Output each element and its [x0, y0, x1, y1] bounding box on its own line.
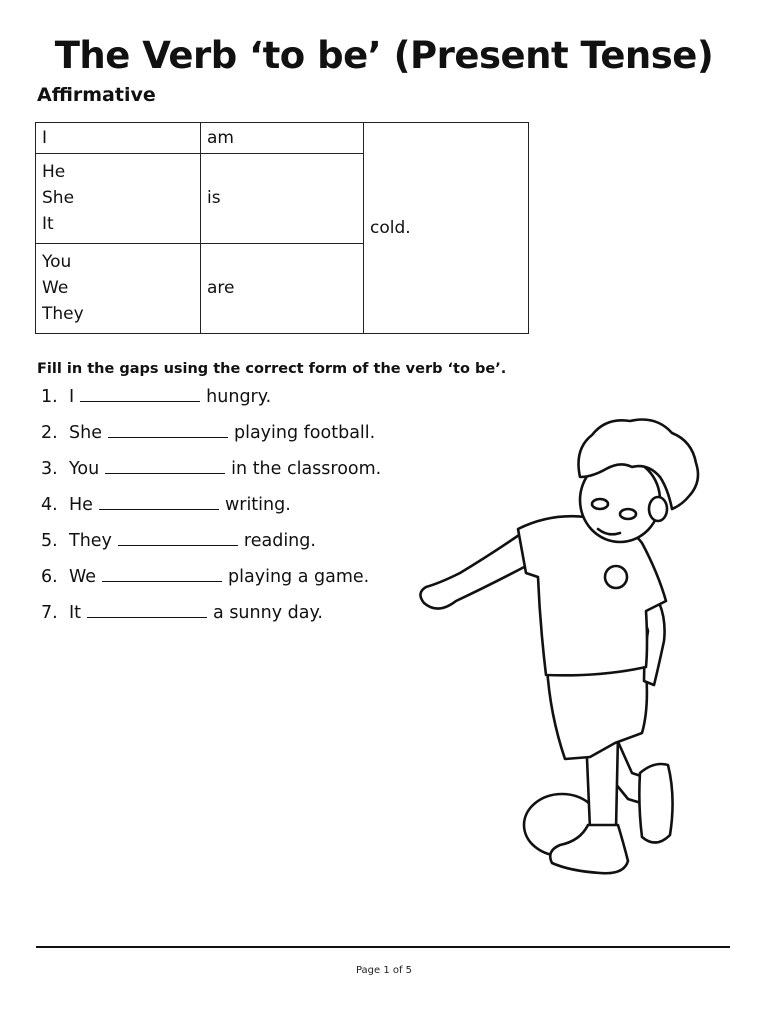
subject: She — [42, 188, 75, 209]
footer-divider — [36, 946, 730, 948]
exercise-rest: playing football. — [233, 423, 376, 443]
exercise-instruction: Fill in the gaps using the correct form of the verb ‘to be’. — [37, 361, 507, 377]
conjugation-table — [35, 122, 529, 334]
table-row — [36, 123, 529, 154]
exercise-subject: I — [69, 387, 75, 407]
subject-cell — [36, 243, 201, 333]
verb-cell: is — [201, 153, 364, 243]
exercise-rest: reading. — [243, 531, 316, 551]
subject: We — [42, 278, 69, 299]
subject: You — [42, 252, 72, 273]
exercise-rest: playing a game. — [228, 567, 370, 587]
verb-cell: are — [201, 243, 364, 333]
exercise-rest: hungry. — [206, 387, 272, 407]
section-heading: Affirmative — [37, 84, 156, 106]
answer-blank[interactable] — [105, 455, 225, 474]
exercise-item — [41, 599, 381, 635]
exercise-number: 2. — [41, 423, 58, 443]
eye-shape — [592, 499, 608, 509]
page-title: The Verb ‘to be’ (Present Tense) — [54, 34, 714, 77]
shirt-shape — [518, 516, 666, 675]
exercise-item — [41, 383, 381, 419]
exercise-number: 6. — [41, 567, 58, 587]
eye-shape — [620, 509, 636, 519]
front-arm-shape — [420, 533, 528, 609]
subject: It — [42, 214, 54, 235]
exercise-number: 3. — [41, 459, 58, 479]
exercise-item — [41, 455, 381, 491]
shirt-badge-shape — [605, 566, 627, 588]
back-shoe-shape — [639, 764, 672, 843]
exercise-subject: She — [69, 423, 102, 443]
page-number: Page 1 of 5 — [355, 965, 413, 976]
exercise-number: 1. — [41, 387, 58, 407]
exercise-subject: He — [69, 495, 93, 515]
answer-blank[interactable] — [80, 383, 200, 402]
subject: I — [42, 127, 48, 148]
subject-cell — [36, 123, 201, 154]
answer-blank[interactable] — [118, 527, 238, 546]
subject-cell — [36, 153, 201, 243]
subject: They — [42, 304, 84, 325]
exercise-list — [41, 383, 381, 635]
exercise-item — [41, 491, 381, 527]
exercise-rest: writing. — [224, 495, 291, 515]
exercise-number: 4. — [41, 495, 58, 515]
exercise-subject: You — [69, 459, 100, 479]
exercise-subject: It — [69, 603, 82, 623]
verb-cell: am — [201, 123, 364, 154]
exercise-number: 7. — [41, 603, 58, 623]
answer-blank[interactable] — [99, 491, 219, 510]
answer-blank[interactable] — [108, 419, 228, 438]
exercise-number: 5. — [41, 531, 58, 551]
answer-blank[interactable] — [102, 563, 222, 582]
subject: He — [42, 162, 66, 183]
exercise-item — [41, 563, 381, 599]
ear-shape — [649, 497, 667, 521]
exercise-rest: in the classroom. — [231, 459, 382, 479]
complement-cell: cold. — [364, 123, 529, 334]
exercise-rest: a sunny day. — [213, 603, 323, 623]
exercise-item — [41, 527, 381, 563]
boy-kicking-ball-icon — [410, 405, 710, 885]
answer-blank[interactable] — [87, 599, 207, 618]
exercise-subject: We — [69, 567, 97, 587]
exercise-item — [41, 419, 381, 455]
exercise-subject: They — [69, 531, 112, 551]
